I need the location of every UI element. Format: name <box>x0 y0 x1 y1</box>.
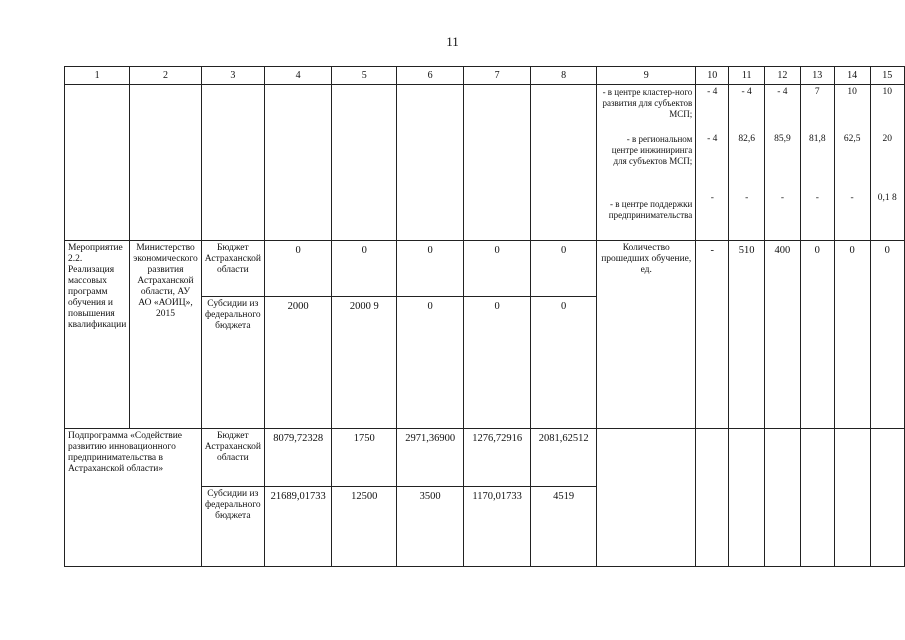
col-header: 13 <box>800 67 834 85</box>
value-cell: 4519 <box>531 487 597 567</box>
col-header: 14 <box>834 67 870 85</box>
page-number: 11 <box>446 34 459 49</box>
value-cell: 2081,62512 <box>531 429 597 487</box>
subprogram-name: Подпрограмма «Содействие развитию инновационного предпринимательства в Астраханской области» <box>65 429 202 567</box>
value-cell: 7 81,8 - <box>800 85 834 241</box>
value-cell: - 4 - 4 - <box>696 85 729 241</box>
value-cell: 0 <box>264 241 331 297</box>
col-header: 3 <box>201 67 264 85</box>
value-cell: 0 <box>800 241 834 429</box>
value-cell: 0 <box>464 241 531 297</box>
col-header: 8 <box>531 67 597 85</box>
value-cell: 0 <box>464 297 531 429</box>
funding-source: Субсидии из федерального бюджета <box>201 297 264 429</box>
value-cell: - <box>696 241 729 429</box>
value-cell: 0 <box>397 241 464 297</box>
table-row <box>65 85 905 241</box>
value-cell: 400 <box>765 241 801 429</box>
value-cell: - 4 82,6 - <box>729 85 765 241</box>
value-cell: 12500 <box>332 487 397 567</box>
funding-source: Бюджет Астраханской области <box>201 429 264 487</box>
value-cell: 10 62,5 - <box>834 85 870 241</box>
value-cell: 8079,72328 <box>264 429 331 487</box>
indicator-text: - в центре кластер-ного развития для субъектов МСП; <box>602 87 693 119</box>
col-header: 5 <box>332 67 397 85</box>
table-row <box>65 429 905 487</box>
value-cell: - 4 85,9 - <box>765 85 801 241</box>
value-cell: 10 20 0,1 8 <box>870 85 904 241</box>
value-cell: 3500 <box>397 487 464 567</box>
value-cell: 0 <box>531 297 597 429</box>
value-cell: 2000 9 <box>332 297 397 429</box>
measure-name: Мероприятие 2.2. Реализация массовых программ обучения и повышения квалификации <box>65 241 130 429</box>
value-cell: 0 <box>870 241 904 429</box>
col-header: 2 <box>130 67 201 85</box>
funding-source: Бюджет Астраханской области <box>201 241 264 297</box>
indicator-text: - в центре поддержки предпринимательства <box>608 199 693 220</box>
value-cell: 1750 <box>332 429 397 487</box>
indicator-cell <box>597 85 696 241</box>
col-header: 11 <box>729 67 765 85</box>
value-cell: 0 <box>397 297 464 429</box>
indicator-text: - в региональном центре инжиниринга для субъектов МСП; <box>611 134 693 166</box>
program-table <box>64 66 905 567</box>
col-header: 12 <box>765 67 801 85</box>
col-header: 10 <box>696 67 729 85</box>
measure-executor: Министерство экономического развития Астраханской области, АУ АО «АОИЦ», 2015 <box>130 241 201 429</box>
col-header: 1 <box>65 67 130 85</box>
value-cell: 510 <box>729 241 765 429</box>
table-row <box>65 241 905 297</box>
col-header: 9 <box>597 67 696 85</box>
header-row <box>65 67 905 85</box>
value-cell: 2000 <box>264 297 331 429</box>
col-header: 15 <box>870 67 904 85</box>
value-cell: 21689,01733 <box>264 487 331 567</box>
value-cell: 0 <box>834 241 870 429</box>
value-cell: 2971,36900 <box>397 429 464 487</box>
indicator-cell: Количество прошедших обучение, ед. <box>597 241 696 429</box>
col-header: 4 <box>264 67 331 85</box>
col-header: 6 <box>397 67 464 85</box>
value-cell: 1170,01733 <box>464 487 531 567</box>
value-cell: 1276,72916 <box>464 429 531 487</box>
col-header: 7 <box>464 67 531 85</box>
funding-source: Субсидии из федерального бюджета <box>201 487 264 567</box>
value-cell: 0 <box>531 241 597 297</box>
value-cell: 0 <box>332 241 397 297</box>
